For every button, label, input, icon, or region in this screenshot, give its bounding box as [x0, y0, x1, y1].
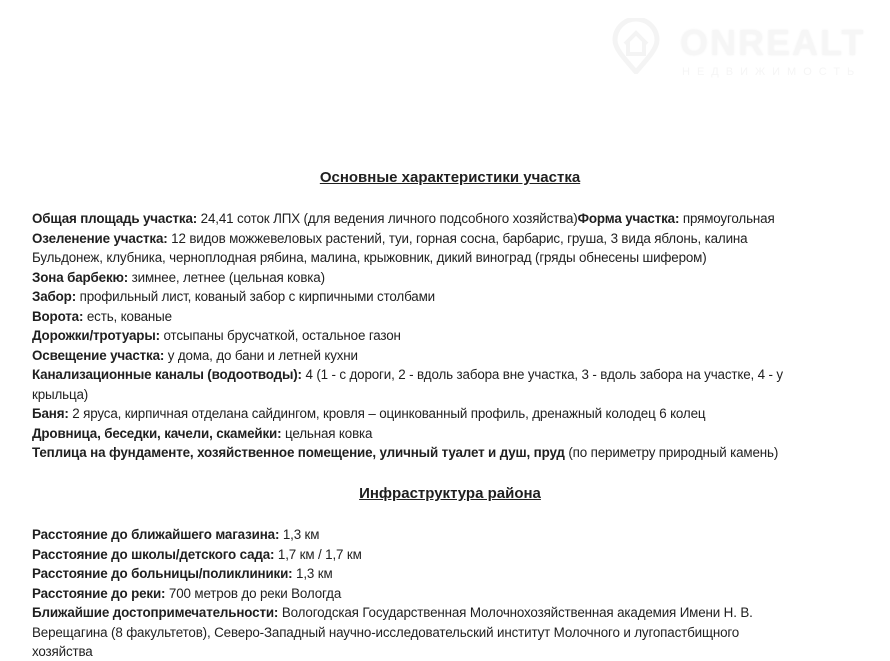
- line-value: крыльца): [32, 386, 89, 402]
- list-line: [32, 385, 88, 404]
- section-title-characteristics: Основные характеристики участка: [319, 169, 581, 186]
- line-value: отсыпаны брусчаткой, остальное газон: [159, 328, 401, 343]
- line-label: Расстояние до ближайшего магазина:: [32, 527, 280, 542]
- line-value: Верещагина (8 факультетов), Северо-Западный научно-исследовательский институт Молочного и лугопастбищного: [32, 624, 740, 640]
- line-value: прямоугольная: [679, 211, 775, 226]
- line-value: 12 видов можжевеловых растений, туи, горная сосна, барбарис, груша, 3 вида яблонь, калина: [167, 230, 748, 246]
- list-line: [32, 584, 341, 603]
- line-value: 24,41 соток ЛПХ (для ведения личного подсобного хозяйства): [197, 211, 578, 226]
- list-line: [32, 346, 358, 365]
- line-label: Ближайшие достопримечательности:: [32, 605, 279, 620]
- line-label: Канализационные каналы (водоотводы):: [32, 367, 302, 382]
- list-line: [32, 525, 319, 544]
- line-label: Дорожки/тротуары:: [32, 328, 160, 343]
- list-line: [32, 642, 93, 661]
- line-label: Расстояние до больницы/поликлиники:: [32, 566, 293, 581]
- line-label: Общая площадь участка:: [32, 211, 198, 226]
- line-value: (по периметру природный камень): [564, 445, 779, 460]
- line-value: 1,7 км / 1,7 км: [274, 546, 362, 562]
- line-value: 1,3 км: [292, 566, 333, 581]
- line-value: 700 метров до реки Вологда: [165, 585, 342, 601]
- line-value: хозяйства: [32, 644, 93, 659]
- line-label: Форма участка:: [577, 211, 680, 226]
- list-line: [32, 326, 401, 345]
- list-line: [32, 287, 435, 306]
- list-line: [32, 248, 707, 267]
- line-label: Теплица на фундаменте, хозяйственное помещение, уличный туалет и душ, пруд: [32, 445, 565, 460]
- line-value: 1,3 км: [279, 527, 320, 542]
- line-value: есть, кованые: [83, 308, 172, 324]
- line-label: Расстояние до школы/детского сада:: [32, 546, 275, 562]
- line-label: Ворота:: [32, 308, 84, 324]
- list-line: [32, 564, 333, 583]
- list-line: [32, 365, 783, 384]
- list-line: [32, 307, 172, 326]
- list-line: [32, 424, 372, 443]
- line-label: Баня:: [32, 406, 69, 421]
- onrealt-watermark: [612, 16, 872, 80]
- list-line: [32, 268, 325, 287]
- line-value: зимнее, летнее (цельная ковка): [128, 269, 325, 285]
- line-label: Озеленение участка:: [32, 230, 168, 246]
- line-value: у дома, до бани и летней кухни: [164, 347, 358, 363]
- line-value: 2 яруса, кирпичная отделана сайдингом, кровля – оцинкованный профиль, дренажный колодец 6 колец: [68, 406, 706, 421]
- list-line: [32, 229, 747, 248]
- list-line: [32, 404, 705, 423]
- line-value: Вологодская Государственная Молочнохозяйственная академия Имени Н. В.: [278, 605, 753, 620]
- line-value: цельная ковка: [281, 425, 373, 441]
- list-line: [32, 209, 775, 228]
- watermark-subtitle: НЕДВИЖИМОСТЬ: [682, 66, 862, 78]
- section-title-infrastructure: Инфраструктура района: [359, 485, 541, 502]
- list-line: [32, 545, 362, 564]
- line-label: Освещение участка:: [32, 347, 165, 363]
- line-value: Бульдонеж, клубника, черноплодная рябина, малина, крыжовник, дикий виноград (гряды обнесены шифером): [32, 250, 707, 265]
- line-label: Забор:: [32, 289, 77, 304]
- house-pin-icon: [612, 18, 660, 74]
- watermark-brand: ONREALT: [680, 22, 866, 63]
- list-line: [32, 623, 739, 642]
- line-label: Дровница, беседки, качели, скамейки:: [32, 425, 282, 441]
- line-label: Зона барбекю:: [32, 269, 129, 285]
- line-label: Расстояние до реки:: [32, 585, 166, 601]
- list-line: [32, 603, 753, 622]
- list-line: [32, 443, 778, 462]
- line-value: профильный лист, кованый забор с кирпичными столбами: [76, 289, 435, 304]
- line-value: 4 (1 - с дороги, 2 - вдоль забора вне участка, 3 - вдоль забора на участке, 4 - у: [301, 367, 783, 382]
